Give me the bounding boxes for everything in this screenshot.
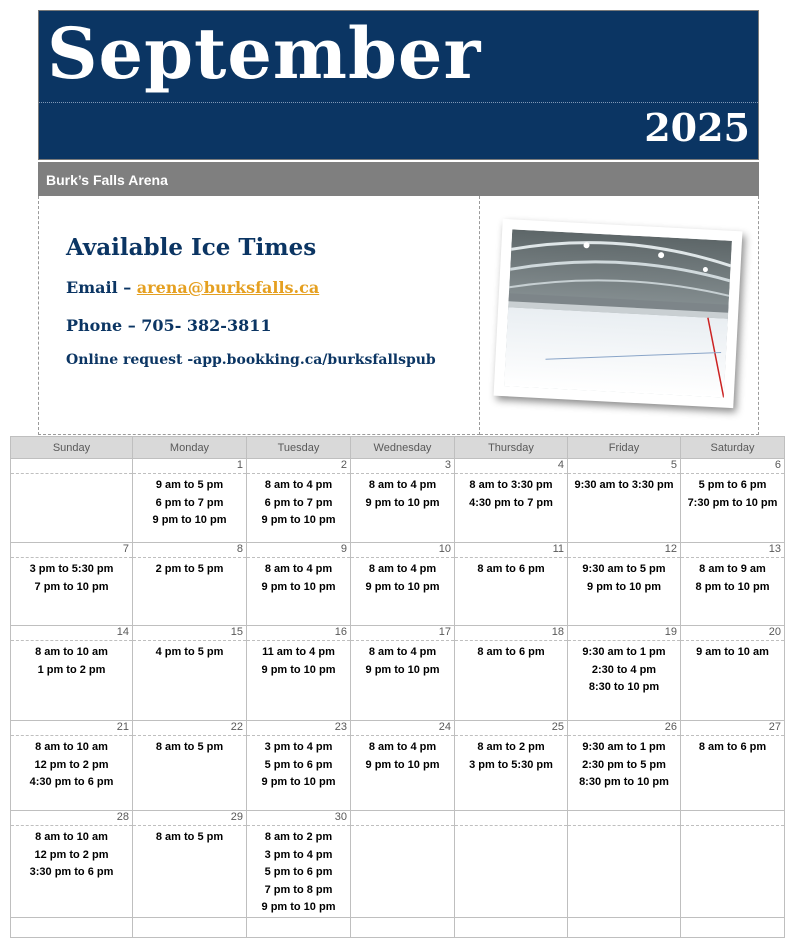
ice-time-slot: 4:30 pm to 7 pm (469, 496, 553, 509)
email-label: Email – (66, 278, 137, 297)
ice-time-slot: 9:30 am to 1 pm (582, 741, 666, 753)
ice-time-slot: 9 pm to 10 pm (261, 901, 336, 913)
date-number: 14 (11, 626, 133, 641)
ice-time-slot: 1 pm to 2 pm (37, 663, 106, 676)
day-cell (247, 736, 351, 811)
weekday-thursday: Thursday (455, 437, 568, 459)
day-cell (133, 474, 247, 543)
date-number: 26 (568, 721, 681, 736)
ice-time-slot: 8 am to 4 pm (264, 563, 333, 575)
day-cell (568, 736, 681, 811)
date-number (568, 811, 681, 826)
weekday-saturday: Saturday (681, 437, 785, 459)
date-number: 4 (455, 459, 568, 474)
ice-time-slot: 5 pm to 6 pm (264, 866, 333, 878)
date-row (11, 543, 785, 558)
ice-time-slot: 6 pm to 7 pm (264, 496, 333, 509)
date-number: 11 (455, 543, 568, 558)
email-link[interactable]: arena@burksfalls.ca (136, 278, 320, 297)
ice-time-slot: 8 am to 10 am (35, 831, 108, 843)
ice-time-slot: 3:30 pm to 6 pm (29, 866, 114, 878)
arena-name: Burk’s Falls Arena (46, 172, 168, 188)
day-cell (11, 641, 133, 721)
ice-time-slot: 11 am to 4 pm (262, 646, 335, 658)
ice-time-slot: 8 am to 10 am (35, 741, 108, 753)
date-number: 30 (247, 811, 351, 826)
day-cell (351, 826, 455, 918)
empty-cell (681, 917, 785, 937)
phone-line: Phone – 705- 382-3811 (66, 316, 272, 335)
date-number: 19 (568, 626, 681, 641)
date-row (11, 811, 785, 826)
date-number (681, 811, 785, 826)
ice-time-slot: 8 am to 9 am (699, 563, 766, 575)
date-number: 22 (133, 721, 247, 736)
ice-time-slot: 7 pm to 10 pm (34, 580, 109, 593)
empty-cell (568, 917, 681, 937)
ice-time-slot: 8 pm to 10 pm (695, 580, 770, 593)
date-number (11, 459, 133, 474)
day-cell (247, 558, 351, 626)
weekday-friday: Friday (568, 437, 681, 459)
date-number: 1 (133, 459, 247, 474)
ice-time-slot: 3 pm to 4 pm (264, 741, 333, 753)
ice-times-row (11, 826, 785, 918)
date-number (455, 811, 568, 826)
day-cell (133, 826, 247, 918)
header-divider (39, 102, 758, 103)
day-cell (681, 736, 785, 811)
ice-rink-photo (494, 219, 743, 408)
ice-time-slot: 9 pm to 10 pm (365, 758, 440, 771)
ice-time-slot: 8 am to 6 pm (698, 741, 767, 753)
empty-cell (351, 917, 455, 937)
day-cell (455, 641, 568, 721)
ice-times-row (11, 641, 785, 721)
ice-time-slot: 8 am to 4 pm (368, 479, 437, 491)
date-row (11, 459, 785, 474)
ice-time-slot: 9 pm to 10 pm (365, 496, 440, 509)
date-number: 18 (455, 626, 568, 641)
calendar-footer-row (11, 917, 785, 937)
ice-times-row (11, 736, 785, 811)
date-number: 25 (455, 721, 568, 736)
day-cell (681, 826, 785, 918)
date-number: 8 (133, 543, 247, 558)
ice-time-slot: 8:30 pm to 10 pm (579, 776, 669, 788)
ice-time-slot: 9 pm to 10 pm (587, 580, 661, 593)
ice-rink-image (504, 229, 732, 397)
empty-cell (133, 917, 247, 937)
date-number: 13 (681, 543, 785, 558)
day-cell (681, 558, 785, 626)
ice-time-slot: 8 am to 3:30 pm (469, 479, 553, 491)
day-cell (568, 474, 681, 543)
ice-time-slot: 2:30 to 4 pm (591, 663, 657, 676)
ice-time-slot: 9:30 am to 1 pm (582, 646, 666, 658)
day-cell (568, 641, 681, 721)
calendar-body (11, 459, 785, 938)
date-number (351, 811, 455, 826)
weekday-wednesday: Wednesday (351, 437, 455, 459)
ice-time-slot: 9 pm to 10 pm (365, 663, 440, 676)
ice-time-slot: 3 pm to 4 pm (264, 848, 333, 861)
date-number: 21 (11, 721, 133, 736)
ice-time-slot: 8 am to 4 pm (368, 741, 437, 753)
day-cell (133, 558, 247, 626)
date-number: 6 (681, 459, 785, 474)
day-cell (681, 641, 785, 721)
ice-time-slot: 9 am to 5 pm (155, 479, 224, 491)
ice-time-slot: 7 pm to 8 pm (264, 883, 333, 896)
date-number: 17 (351, 626, 455, 641)
day-cell (455, 736, 568, 811)
ice-time-slot: 9 am to 10 am (696, 646, 769, 658)
ice-time-slot: 8 am to 6 pm (477, 646, 545, 658)
year-title: 2025 (644, 105, 750, 150)
ice-time-slot: 4 pm to 5 pm (155, 646, 224, 658)
ice-time-slot: 8 am to 4 pm (264, 479, 333, 491)
empty-cell (455, 917, 568, 937)
date-row (11, 626, 785, 641)
ice-time-slot: 5 pm to 6 pm (264, 758, 333, 771)
weekday-monday: Monday (133, 437, 247, 459)
day-cell (351, 558, 455, 626)
ice-time-slot: 8 am to 2 pm (477, 741, 545, 753)
subtitle-bar (38, 162, 759, 196)
day-cell (681, 474, 785, 543)
day-cell (568, 826, 681, 918)
email-line (66, 278, 319, 297)
empty-cell (247, 917, 351, 937)
ice-time-slot: 6 pm to 7 pm (155, 496, 224, 509)
day-cell (133, 736, 247, 811)
date-number: 3 (351, 459, 455, 474)
ice-time-slot: 9:30 am to 5 pm (582, 563, 666, 575)
month-title: September (47, 12, 482, 95)
ice-time-slot: 2 pm to 5 pm (155, 563, 224, 575)
day-cell (351, 474, 455, 543)
ice-time-slot: 8 am to 4 pm (368, 646, 437, 658)
date-number: 16 (247, 626, 351, 641)
date-number: 15 (133, 626, 247, 641)
day-cell (133, 641, 247, 721)
month-header (38, 10, 759, 160)
info-panel (38, 196, 480, 435)
ice-time-slot: 8 am to 5 pm (155, 831, 224, 843)
ice-time-slot: 8:30 to 10 pm (588, 681, 660, 693)
ice-time-slot: 8 am to 4 pm (368, 563, 437, 575)
ice-time-slot: 12 pm to 2 pm (34, 848, 109, 861)
day-cell (11, 826, 133, 918)
ice-time-slot: 9 pm to 10 pm (261, 580, 336, 593)
ice-time-slot: 9 pm to 10 pm (261, 776, 336, 788)
date-number: 20 (681, 626, 785, 641)
weekday-header-row (11, 437, 785, 459)
date-number: 29 (133, 811, 247, 826)
date-number: 10 (351, 543, 455, 558)
date-number: 28 (11, 811, 133, 826)
day-cell (247, 474, 351, 543)
date-number: 23 (247, 721, 351, 736)
ice-time-slot: 8 am to 5 pm (155, 741, 224, 753)
ice-time-slot: 8 am to 10 am (35, 646, 108, 658)
info-title: Available Ice Times (66, 234, 317, 261)
ice-time-slot: 9 pm to 10 pm (261, 663, 336, 676)
date-number: 27 (681, 721, 785, 736)
day-cell (11, 736, 133, 811)
day-cell (247, 641, 351, 721)
ice-time-slot: 9:30 am to 3:30 pm (574, 479, 674, 491)
ice-time-slot: 8 am to 2 pm (264, 831, 333, 843)
day-cell (351, 641, 455, 721)
ice-time-slot: 4:30 pm to 6 pm (29, 776, 114, 788)
ice-time-slot: 3 pm to 5:30 pm (469, 758, 553, 771)
ice-times-row (11, 474, 785, 543)
date-number: 5 (568, 459, 681, 474)
ice-times-calendar (10, 436, 785, 938)
ice-time-slot: 9 pm to 10 pm (365, 580, 440, 593)
weekday-tuesday: Tuesday (247, 437, 351, 459)
day-cell (568, 558, 681, 626)
date-number: 9 (247, 543, 351, 558)
ice-time-slot: 3 pm to 5:30 pm (29, 563, 114, 575)
empty-cell (11, 917, 133, 937)
ice-time-slot: 9 pm to 10 pm (152, 514, 227, 526)
ice-time-slot: 9 pm to 10 pm (261, 514, 336, 526)
day-cell (247, 826, 351, 918)
day-cell (11, 558, 133, 626)
ice-time-slot: 8 am to 6 pm (477, 563, 545, 575)
ice-time-slot: 2:30 pm to 5 pm (582, 758, 666, 771)
ice-time-slot: 12 pm to 2 pm (34, 758, 109, 771)
day-cell (11, 474, 133, 543)
online-request-line: Online request -app.bookking.ca/burksfallspub (66, 352, 436, 368)
date-number: 24 (351, 721, 455, 736)
day-cell (351, 736, 455, 811)
day-cell (455, 826, 568, 918)
ice-time-slot: 7:30 pm to 10 pm (687, 496, 778, 509)
date-number: 12 (568, 543, 681, 558)
ice-times-row (11, 558, 785, 626)
ice-time-slot: 5 pm to 6 pm (698, 479, 767, 491)
date-number: 7 (11, 543, 133, 558)
date-row (11, 721, 785, 736)
date-number: 2 (247, 459, 351, 474)
day-cell (455, 474, 568, 543)
day-cell (455, 558, 568, 626)
weekday-sunday: Sunday (11, 437, 133, 459)
